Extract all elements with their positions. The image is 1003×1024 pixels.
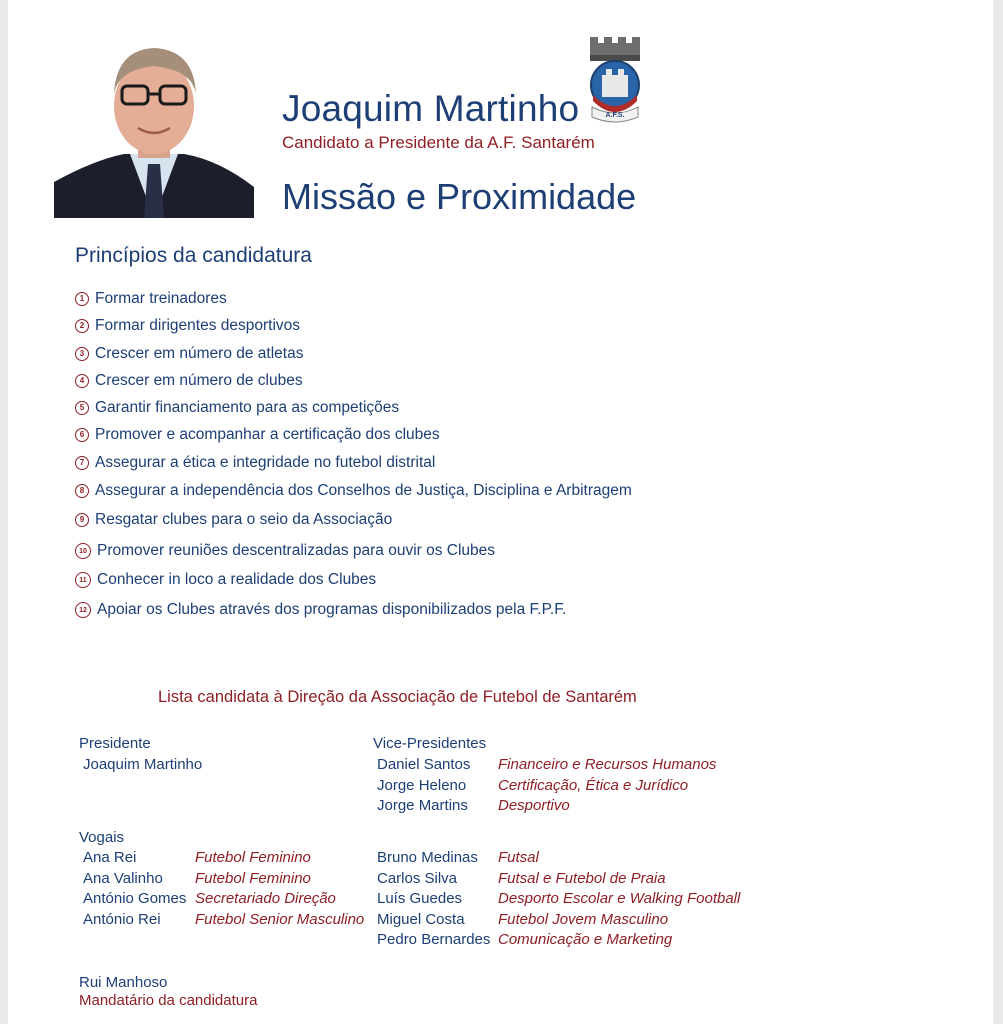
principle-item	[75, 452, 435, 474]
document-page	[8, 0, 993, 1024]
principle-text: Promover e acompanhar a certificação dos clubes	[95, 426, 440, 443]
member-name: Ana Valinho	[83, 869, 163, 887]
number-circle-icon: 6	[75, 428, 89, 442]
principle-text: Assegurar a ética e integridade no futebol distrital	[95, 454, 436, 471]
candidate-name: Joaquim Martinho	[282, 88, 580, 129]
principle-item	[75, 370, 303, 392]
member-role: Certificação, Ética e Jurídico	[498, 776, 689, 794]
member-role: Futebol Feminino	[195, 869, 311, 887]
member-name: Jorge Martins	[377, 797, 468, 814]
principle-text: Crescer em número de clubes	[95, 372, 303, 389]
principle-item	[75, 599, 566, 621]
vice-presidentes-label: Vice-Presidentes	[373, 735, 487, 752]
member-role: Futebol Senior Masculino	[195, 910, 365, 928]
member-name: Carlos Silva	[377, 869, 458, 887]
presidente-label: Presidente	[79, 735, 151, 752]
number-circle-icon: 3	[75, 347, 89, 361]
member-name: Miguel Costa	[377, 910, 465, 928]
mandatario-name: Rui Manhoso	[79, 974, 168, 991]
member-name: Bruno Medinas	[377, 849, 478, 866]
member-name: Daniel Santos	[377, 756, 471, 773]
principle-item	[75, 288, 227, 310]
member-role: Desportivo	[498, 797, 570, 814]
vogais-label: Vogais	[79, 829, 125, 846]
member-role: Financeiro e Recursos Humanos	[498, 756, 717, 773]
member-name: António Gomes	[83, 890, 187, 907]
principle-text: Resgatar clubes para o seio da Associação	[95, 511, 393, 528]
candidate-photo	[54, 42, 254, 218]
member-name: Jorge Heleno	[377, 776, 467, 794]
number-circle-icon: 4	[75, 374, 89, 388]
principle-text: Garantir financiamento para as competições	[95, 399, 400, 416]
member-role: Secretariado Direção	[195, 890, 336, 907]
member-role: Futsal e Futebol de Praia	[498, 869, 666, 887]
principle-text: Conhecer in loco a realidade dos Clubes	[97, 571, 377, 588]
principle-item	[75, 315, 300, 337]
principle-text: Apoiar os Clubes através dos programas disponibilizados pela F.P.F.	[97, 601, 567, 618]
member-role: Futsal	[498, 849, 539, 866]
principle-item	[75, 509, 392, 531]
principle-item	[75, 424, 440, 446]
mandatario-label: Mandatário da candidatura	[79, 992, 258, 1009]
member-name: António Rei	[83, 910, 161, 928]
number-circle-icon: 5	[75, 401, 89, 415]
principles-heading: Princípios da candidatura	[75, 244, 312, 267]
member-name: Pedro Bernardes	[377, 931, 491, 948]
member-name: Luís Guedes	[377, 890, 463, 907]
principle-text: Crescer em número de atletas	[95, 345, 304, 362]
number-circle-icon: 1	[75, 292, 89, 306]
presidente-name: Joaquim Martinho	[83, 756, 203, 773]
member-role: Futebol Feminino	[195, 849, 311, 866]
candidate-subtitle: Candidato a Presidente da A.F. Santarém	[282, 133, 595, 152]
principle-text: Formar dirigentes desportivos	[95, 317, 301, 334]
member-role: Comunicação e Marketing	[498, 931, 673, 948]
afs-crest-logo	[584, 33, 646, 123]
member-role: Desporto Escolar e Walking Football	[498, 890, 741, 907]
member-name: Ana Rei	[83, 849, 137, 866]
principle-item	[75, 480, 632, 502]
number-circle-icon: 9	[75, 513, 89, 527]
principle-item	[75, 540, 495, 562]
principle-text: Formar treinadores	[95, 290, 227, 307]
crest-text: A.F.S.	[605, 112, 625, 119]
number-circle-icon: 10	[75, 543, 91, 559]
number-circle-icon: 2	[75, 319, 89, 333]
candidate-list-heading: Lista candidata à Direção da Associação de Futebol de Santarém	[158, 688, 637, 706]
principle-item	[75, 569, 376, 591]
number-circle-icon: 12	[75, 602, 91, 618]
member-role: Futebol Jovem Masculino	[498, 910, 669, 928]
principle-text: Promover reuniões descentralizadas para ouvir os Clubes	[97, 542, 496, 559]
principle-text: Assegurar a independência dos Conselhos de Justiça, Disciplina e Arbitragem	[95, 482, 632, 499]
number-circle-icon: 8	[75, 484, 89, 498]
number-circle-icon: 7	[75, 456, 89, 470]
principle-item	[75, 343, 303, 365]
principle-item	[75, 397, 399, 419]
slogan-heading: Missão e Proximidade	[282, 176, 637, 217]
number-circle-icon: 11	[75, 572, 91, 588]
